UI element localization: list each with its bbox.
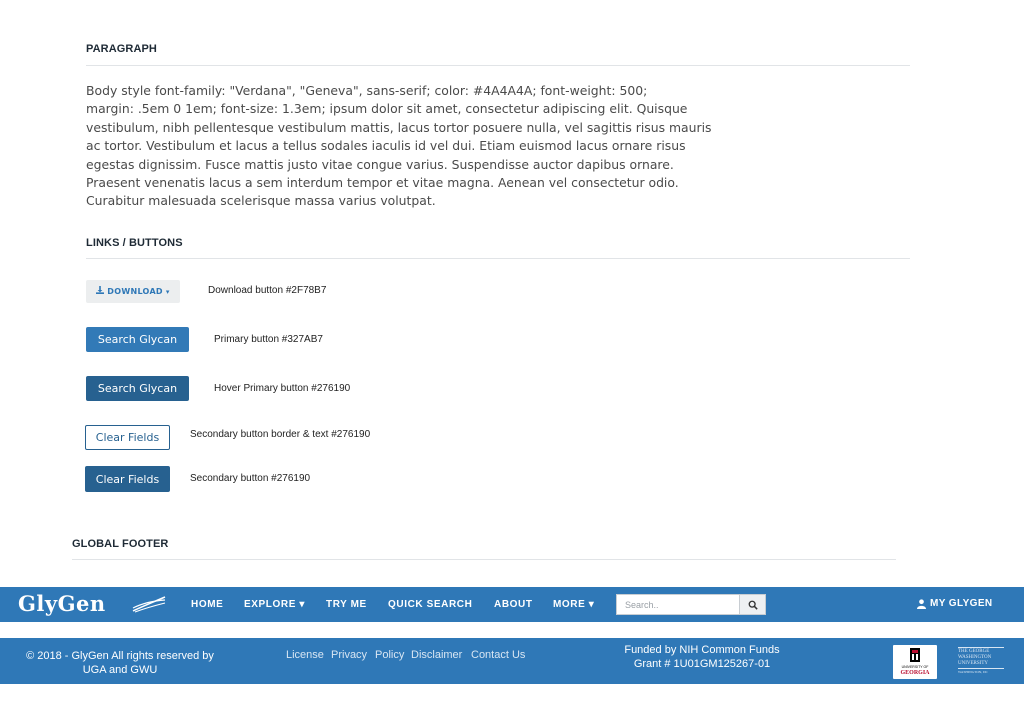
paragraph-line: Praesent venenatis lacus a sem interdum tempor et vitae magna. Aenean vel consectetur odio. bbox=[86, 175, 679, 191]
footer-link-policy[interactable]: Policy bbox=[375, 649, 405, 661]
download-icon bbox=[96, 286, 104, 297]
section-title-links-buttons: LINKS / BUTTONS bbox=[86, 237, 183, 249]
paragraph-line: Curabitur malesuada scelerisque massa varius volutpat. bbox=[86, 193, 436, 209]
nav-about[interactable]: ABOUT bbox=[494, 599, 533, 610]
section-title-paragraph: PARAGRAPH bbox=[86, 43, 157, 55]
footer-link-disclaimer[interactable]: Disclaimer bbox=[411, 649, 463, 661]
primary-button-description: Primary button #327AB7 bbox=[214, 334, 323, 345]
uga-logo-text-1: UNIVERSITY OF bbox=[901, 665, 929, 669]
my-glygen-link[interactable] bbox=[917, 598, 993, 609]
gwu-logo-text-4: WASHINGTON, DC bbox=[958, 668, 1004, 675]
search-button[interactable] bbox=[739, 594, 766, 615]
paragraph-line: ac tortor. Vestibulum et lacus a tellus sodales iaculis id vel dui. Etiam euismod lacus ornare risus bbox=[86, 138, 686, 154]
uga-logo[interactable] bbox=[893, 645, 937, 679]
clear-fields-outline-button[interactable]: Clear Fields bbox=[85, 425, 170, 450]
search-input[interactable] bbox=[616, 594, 739, 615]
footer-link-privacy[interactable]: Privacy bbox=[331, 649, 368, 661]
hover-button-description: Hover Primary button #276190 bbox=[214, 383, 351, 394]
section-title-global-footer: GLOBAL FOOTER bbox=[72, 538, 169, 550]
top-navbar bbox=[0, 587, 1024, 622]
user-icon bbox=[917, 599, 926, 609]
gwu-logo[interactable] bbox=[955, 644, 1005, 680]
download-label: DOWNLOAD bbox=[107, 287, 163, 296]
paragraph-line: egestas dignissim. Fusce mattis justo vitae congue varius. Suspendisse auctor dapibus ornare. bbox=[86, 156, 674, 172]
body-paragraph bbox=[86, 82, 746, 211]
copyright-text bbox=[14, 650, 226, 677]
brand-logo[interactable]: GlyGen bbox=[18, 591, 106, 616]
divider bbox=[86, 65, 910, 66]
secondary-button-description: Secondary button #276190 bbox=[190, 473, 311, 484]
funding-text bbox=[612, 644, 792, 671]
paragraph-line: margin: .5em 0 1em; font-size: 1.3em; ipsum dolor sit amet, consectetur adipiscing elit. Quisque bbox=[86, 101, 688, 117]
nav-explore[interactable]: EXPLORE ▾ bbox=[244, 599, 305, 610]
paragraph-line: Body style font-family: "Verdana", "Geneva", sans-serif; color: #4A4A4A; font-weight: 500; bbox=[86, 83, 648, 98]
search-glycan-hover-button[interactable]: Search Glycan bbox=[86, 376, 189, 401]
secondary-outline-description: Secondary button border & text #276190 bbox=[190, 429, 371, 440]
uga-logo-text-2: GEORGIA bbox=[900, 670, 930, 676]
nav-quick-search[interactable]: QUICK SEARCH bbox=[388, 599, 473, 610]
footer-link-license[interactable]: License bbox=[286, 649, 324, 661]
nav-try-me[interactable]: TRY ME bbox=[326, 599, 367, 610]
chevron-down-icon: ▾ bbox=[165, 287, 170, 296]
search-icon bbox=[748, 600, 758, 610]
funding-line: Grant # 1U01GM125267-01 bbox=[633, 657, 771, 670]
brand-waves-icon bbox=[131, 595, 167, 613]
copyright-line: © 2018 - GlyGen All rights reserved by bbox=[26, 650, 214, 662]
nav-home[interactable]: HOME bbox=[191, 599, 224, 610]
clear-fields-button[interactable]: Clear Fields bbox=[85, 466, 170, 492]
gwu-logo-text-1: THE GEORGE bbox=[958, 649, 990, 654]
search-glycan-button[interactable]: Search Glycan bbox=[86, 327, 189, 352]
divider bbox=[72, 559, 896, 560]
gwu-logo-text-2: WASHINGTON bbox=[958, 655, 992, 660]
gwu-logo-text-3: UNIVERSITY bbox=[958, 661, 988, 666]
copyright-line: UGA and GWU bbox=[82, 663, 158, 676]
global-footer bbox=[0, 638, 1024, 684]
divider bbox=[86, 258, 910, 259]
footer-link-contact-us[interactable]: Contact Us bbox=[471, 649, 526, 661]
my-glygen-label: MY GLYGEN bbox=[930, 598, 993, 609]
funding-line: Funded by NIH Common Funds bbox=[624, 644, 780, 656]
nav-more[interactable]: MORE ▾ bbox=[553, 599, 595, 610]
paragraph-line: vestibulum, nibh pellentesque vestibulum mattis, lacus tortor posuere nulla, vel sagittis risus mauris bbox=[86, 119, 712, 135]
download-button[interactable] bbox=[86, 280, 180, 303]
download-button-description: Download button #2F78B7 bbox=[208, 285, 327, 296]
